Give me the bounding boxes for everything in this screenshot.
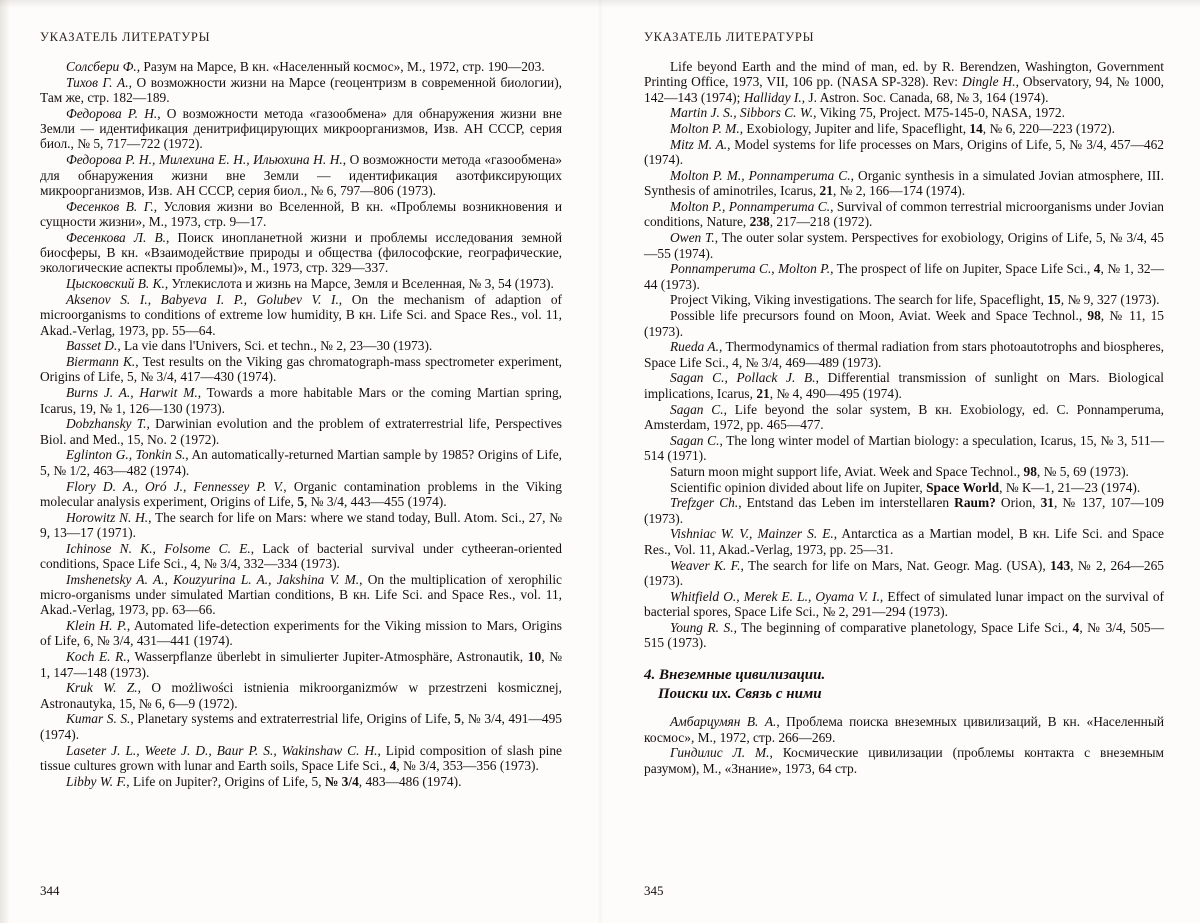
bibliography-entry: Young R. S., The beginning of comparative planetology, Space Life Sci., 4, № 3/4, 505—515 (1973). (644, 619, 1165, 650)
bibliography-entry: Гиндилис Л. М., Космические цивилизации (проблемы контакта с внеземным разумом), М., «Знание», 1973, 64 стр. (644, 745, 1164, 776)
bibliography-entry: Laseter J. L., Weete J. D., Baur P. S., Wakinshaw C. H., Lipid composition of slash pine tissue cultures grown with lunar and Earth soils, Space Life Sci., 4, № 3/4, 353—356 (1973). (40, 742, 563, 773)
running-head-right: УКАЗАТЕЛЬ ЛИТЕРАТУРЫ (644, 30, 815, 44)
section-heading (644, 666, 1164, 704)
section-title-line2: Поиски их. Связь с ними (658, 686, 822, 703)
bibliography-entry: Klein H. P., Automated life-detection experiments for the Viking mission to Mars, Origins of Life, 6, № 3/4, 431—441 (1974). (40, 618, 562, 649)
bibliography-entry: Тихов Г. А., О возможности жизни на Марсе (геоцентризм в современной биологии), Там же, стр. 182—189. (40, 74, 563, 106)
bibliography-entry: Цысковский В. К., Углекислота и жизнь на Марсе, Земля и Вселенная, № 3, 54 (1973). (66, 276, 554, 292)
bibliography-entry: Ponnamperuma C., Molton P., The prospect of life on Jupiter, Space Life Sci., 4, № 1, 32—44 (1973). (644, 261, 1164, 292)
bibliography-entry: Sagan C., Life beyond the solar system, В кн. Exobiology, ed. C. Ponnamperuma, Amsterdam, 1972, pp. 465—477. (644, 401, 1164, 432)
bibliography-entry: Kruk W. Z., O możliwości istnienia mikroorganizmów w przestrzeni kosmicznej, Astronautyka, 15, № 6, 6—9 (1972). (40, 680, 562, 711)
bibliography-entry: Libby W. F., Life on Jupiter?, Origins of Life, 5, № 3/4, 483—486 (1974). (66, 773, 462, 789)
bibliography-entry: Flory D. A., Oró J., Fennessey P. V., Organic contamination problems in the Viking molecular analysis experiment, Origins of Life, 5, № 3/4, 443—455 (1974). (40, 478, 562, 509)
bibliography-entry: Фесенков В. Г., Условия жизни во Вселенной, В кн. «Проблемы возникновения и сущности жизни», М., 1973, стр. 9—17. (40, 198, 562, 229)
bibliography-entry: Sagan C., The long winter model of Martian biology: a speculation, Icarus, 15, № 3, 511—514 (1971). (644, 432, 1164, 463)
bibliography-entry: Basset D., La vie dans l'Univers, Sci. et techn., № 2, 23—30 (1973). (66, 338, 433, 354)
bibliography-entry: Possible life precursors found on Moon, Aviat. Week and Space Technol., 98, № 11, 15 (1973). (644, 308, 1164, 339)
bibliography-entry: Molton P., Ponnamperuma C., Survival of common terrestrial microorganisms under Jovian conditions, Nature, 238, 217—218 (1972). (644, 199, 1164, 230)
bibliography-entry: Федорова Р. Н., Милехина Е. Н., Ильюхина Н. Н., О возможности метода «газообмена» для обнаружения жизни вне Земли — идентификация азотфиксирующих микроорганизмов, Изв. АН СССР, серия биол., № 6, 797—806 (1973). (40, 152, 562, 198)
bibliography-entry: Dobzhansky T., Darwinian evolution and the problem of extraterrestrial life, Perspectives Biol. and Med., 15, No. 2 (1972). (40, 416, 563, 447)
section-number: 4. (644, 667, 656, 684)
bibliography-entry: Burns J. A., Harwit M., Towards a more habitable Mars or the coming Martian spring, Icarus, 19, № 1, 126—130 (1973). (40, 385, 562, 416)
bibliography-entry: Vishniac W. V., Mainzer S. E., Antarctica as a Martian model, В кн. Life Sci. and Space Res., Vol. 11, Akad.-Verlag, 1973, pp. 25—31. (644, 526, 1164, 557)
bibliography-entry: Horowitz N. H., The search for life on Mars: where we stand today, Bull. Atom. Sci., 27, № 9, 13—17 (1971). (40, 509, 562, 540)
bibliography-entry: Ichinose N. K., Folsome C. E., Lack of bacterial survival under cytheeran-oriented conditions, Space Life Sci., 4, № 3/4, 332—334 (1973). (40, 540, 562, 571)
bibliography-entry: Life beyond Earth and the mind of man, ed. by R. Berendzen, Washington, Government Printing Office, 1973, VII, 106 pp. (NASA SP-328). Rev: Dingle H., Observatory, 94, № 1000, 142—143 (1974); Halliday I., J. Astron. Soc. Canada, 68, № 3, 164 (1974). (644, 59, 1165, 105)
bibliography-entry: Whitfield O., Merek E. L., Oyama V. I., Effect of simulated lunar impact on the survival of bacterial spores, Space Life Sci., № 2, 291—294 (1973). (644, 588, 1164, 619)
bibliography-entry: Imshenetsky A. A., Kouzyurina L. A., Jakshina V. M., On the multiplication of xerophilic micro-organisms under simulated Martian conditions, В кн. Life Sci. and Space Res., vol. 11, Akad.-Verlag, 1973, pp. 63—66. (40, 571, 562, 618)
bibliography-entry: Molton P. M., Exobiology, Jupiter and life, Spaceflight, 14, № 6, 220—223 (1972). (670, 121, 1115, 137)
bibliography-list-right-bottom (644, 714, 1164, 776)
bibliography-entry: Owen T., The outer solar system. Perspectives for exobiology, Origins of Life, 5, № 3/4, 45—55 (1974). (644, 230, 1164, 261)
bibliography-entry: Koch E. R., Wasserpflanze überlebt in simulierter Jupiter-Atmosphäre, Astronautik, 10, № 1, 147—148 (1973). (40, 649, 562, 680)
bibliography-entry: Амбарцумян В. А., Проблема поиска внеземных цивилизаций, В кн. «Населенный космос», М., 1972, стр. 266—269. (644, 714, 1164, 745)
bibliography-entry: Eglinton G., Tonkin S., An automatically-returned Martian sample by 1985? Origins of Life, 5, № 1/2, 463—482 (1974). (40, 447, 562, 478)
bibliography-entry: Федорова Р. Н., О возможности метода «газообмена» для обнаружения жизни вне Земли — идентификация денитрифицирующих микроорганизмов, Изв. АН СССР, серия биол., № 5, 717—722 (1972). (40, 105, 562, 152)
bibliography-entry: Фесенкова Л. В., Поиск инопланетной жизни и проблемы исследования земной биосферы, В кн. «Взаимодействие природы и общества (философские, географические, экологические аспекты проблемы)», М., 1973, стр. 329—337. (40, 229, 562, 276)
bibliography-entry: Saturn moon might support life, Aviat. Week and Space Technol., 98, № 5, 69 (1973). (670, 463, 1129, 479)
bibliography-list-right-top (644, 59, 1164, 650)
running-head-left: УКАЗАТЕЛЬ ЛИТЕРАТУРЫ (40, 30, 211, 44)
bibliography-entry: Martin J. S., Sibbors C. W., Viking 75, Project. M75-145-0, NASA, 1972. (670, 105, 1065, 121)
bibliography-entry: Trefzger Ch., Entstand das Leben im interstellaren Raum? Orion, 31, № 137, 107—109 (1973). (644, 495, 1164, 526)
right-page (600, 0, 1200, 923)
bibliography-entry: Rueda A., Thermodynamics of thermal radiation from stars photoautotrophs and biospheres, Space Life Sci., 4, № 3/4, 469—489 (1973). (644, 339, 1164, 370)
bibliography-entry: Scientific opinion divided about life on Jupiter, Space World, № К—1, 21—23 (1974). (670, 479, 1141, 495)
bibliography-entry: Sagan C., Pollack J. B., Differential transmission of sunlight on Mars. Biological implications, Icarus, 21, № 4, 490—495 (1974). (644, 370, 1164, 401)
bibliography-entry: Project Viking, Viking investigations. The search for life, Spaceflight, 15, № 9, 327 (1973). (670, 292, 1160, 308)
page-number-right: 345 (644, 883, 664, 898)
bibliography-entry: Mitz M. A., Model systems for life processes on Mars, Origins of Life, 5, № 3/4, 457—462 (1974). (644, 136, 1164, 168)
bibliography-entry: Weaver K. F., The search for life on Mars, Nat. Geogr. Mag. (USA), 143, № 2, 264—265 (1973). (644, 557, 1165, 588)
bibliography-entry: Kumar S. S., Planetary systems and extraterrestrial life, Origins of Life, 5, № 3/4, 491—495 (1974). (40, 711, 562, 742)
bibliography-entry: Aksenov S. I., Babyeva I. P., Golubev V. I., On the mechanism of adaption of microorganisms to conditions of extreme low humidity, В кн. Life Sci. and Space Res., vol. 11, Akad.-Verlag, 1973, pp. 55—64. (40, 291, 562, 338)
page-number-left: 344 (40, 883, 60, 898)
bibliography-list-left (40, 59, 562, 789)
bibliography-entry: Molton P. M., Ponnamperuma C., Organic synthesis in a simulated Jovian atmosphere, III. Synthesis of aminotriles, Icarus, 21, № 2, 166—174 (1974). (644, 168, 1164, 199)
section-title-line1: Внеземные цивилизации. (659, 667, 826, 684)
bibliography-entry: Солсбери Ф., Разум на Марсе, В кн. «Населенный космос», М., 1972, стр. 190—203. (66, 59, 545, 74)
bibliography-entry: Biermann K., Test results on the Viking gas chromatograph-mass spectrometer experiment, Origins of Life, 5, № 3/4, 417—430 (1974). (40, 354, 563, 385)
